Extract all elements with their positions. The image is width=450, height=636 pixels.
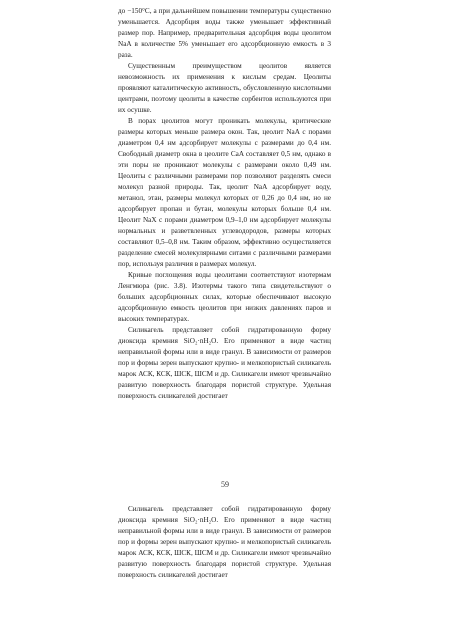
- paragraph: Кривые поглощения воды цеолитами соответствуют изотермам Ленгмюра (рис. 3.8). Изотермы такого типа свидетельствуют о больших адсорбционных силах, которые обеспечивают высокую адсорбционную емкость цеолитов при низких давлениях паров и высоких температурах.: [118, 271, 331, 323]
- paragraph: до −150°С, а при дальнейшем повышении температуры существенно уменьшается. Адсорбция воды также уменьшает эффективный размер пор. Например, предварительная адсорбция воды цеолитом NaA в количестве 5% уменьшает его адсорбционную емкость в 3 раза.: [118, 7, 331, 59]
- paragraph: Существенным преимуществом цеолитов является невозможность их применения к кислым средам. Цеолиты проявляют каталитическую активность, обусловленную кислотными центрами, поэтому цеолиты в качестве сорбентов используются при их осушке.: [118, 62, 331, 114]
- page-number: 59: [221, 480, 229, 489]
- paragraph: В порах цеолитов могут проникать молекулы, критические размеры которых меньше размера окон. Так, цеолит NaA с порами диаметром 0,4 нм адсорбирует молекулы с размерами до 0,4 нм. Свободный диаметр окна в цеолите CaA составляет 0,5 нм, однако в эти поры не проникают молекулы с размерами около 0,49 нм. Цеолиты с различными размерами пор позволяют разделять смеси молекул разной природы. Так, цеолит NaA адсорбирует воду, метанол, этан, размеры молекул которых от 0,26 до 0,4 нм, но не адсорбирует пропан и бутан, молекулы которых больше 0,4 нм. Цеолит NaX с порами диаметром 0,9–1,0 нм адсорбирует молекулы нормальных и разветвленных углеводородов, размеры которых составляют 0,5–0,8 нм. Таким образом, эффективно осуществляется разделение смесей молекулярными ситами с различными размерами пор, используя различия в размерах молекул.: [118, 117, 331, 268]
- lower-text-column: [118, 504, 331, 581]
- main-text-column: [118, 6, 331, 402]
- paragraph: Силикагель представляет собой гидратированную форму диоксида кремния SiO₂·nH₂O. Его применяют в виде частиц неправильной формы или в виде гранул. В зависимости от размеров пор и формы зерен выпускают крупно- и мелкопористый силикагель марок АСК, КСК, ШСК, ШСМ и др. Силикагели имеют чрезвычайно развитую поверхность благодаря пористой структуре. Удельная поверхность силикагелей достигает: [118, 505, 331, 579]
- paragraph: Силикагель представляет собой гидратированную форму диоксида кремния SiO₂·nH₂O. Его применяют в виде частиц неправильной формы или в виде гранул. В зависимости от размеров пор и формы зерен выпускают крупно- и мелкопористый силикагель марок АСК, КСК, ШСК, ШСМ и др. Силикагели имеют чрезвычайно развитую поверхность благодаря пористой структуре. Удельная поверхность силикагелей достигает: [118, 326, 331, 400]
